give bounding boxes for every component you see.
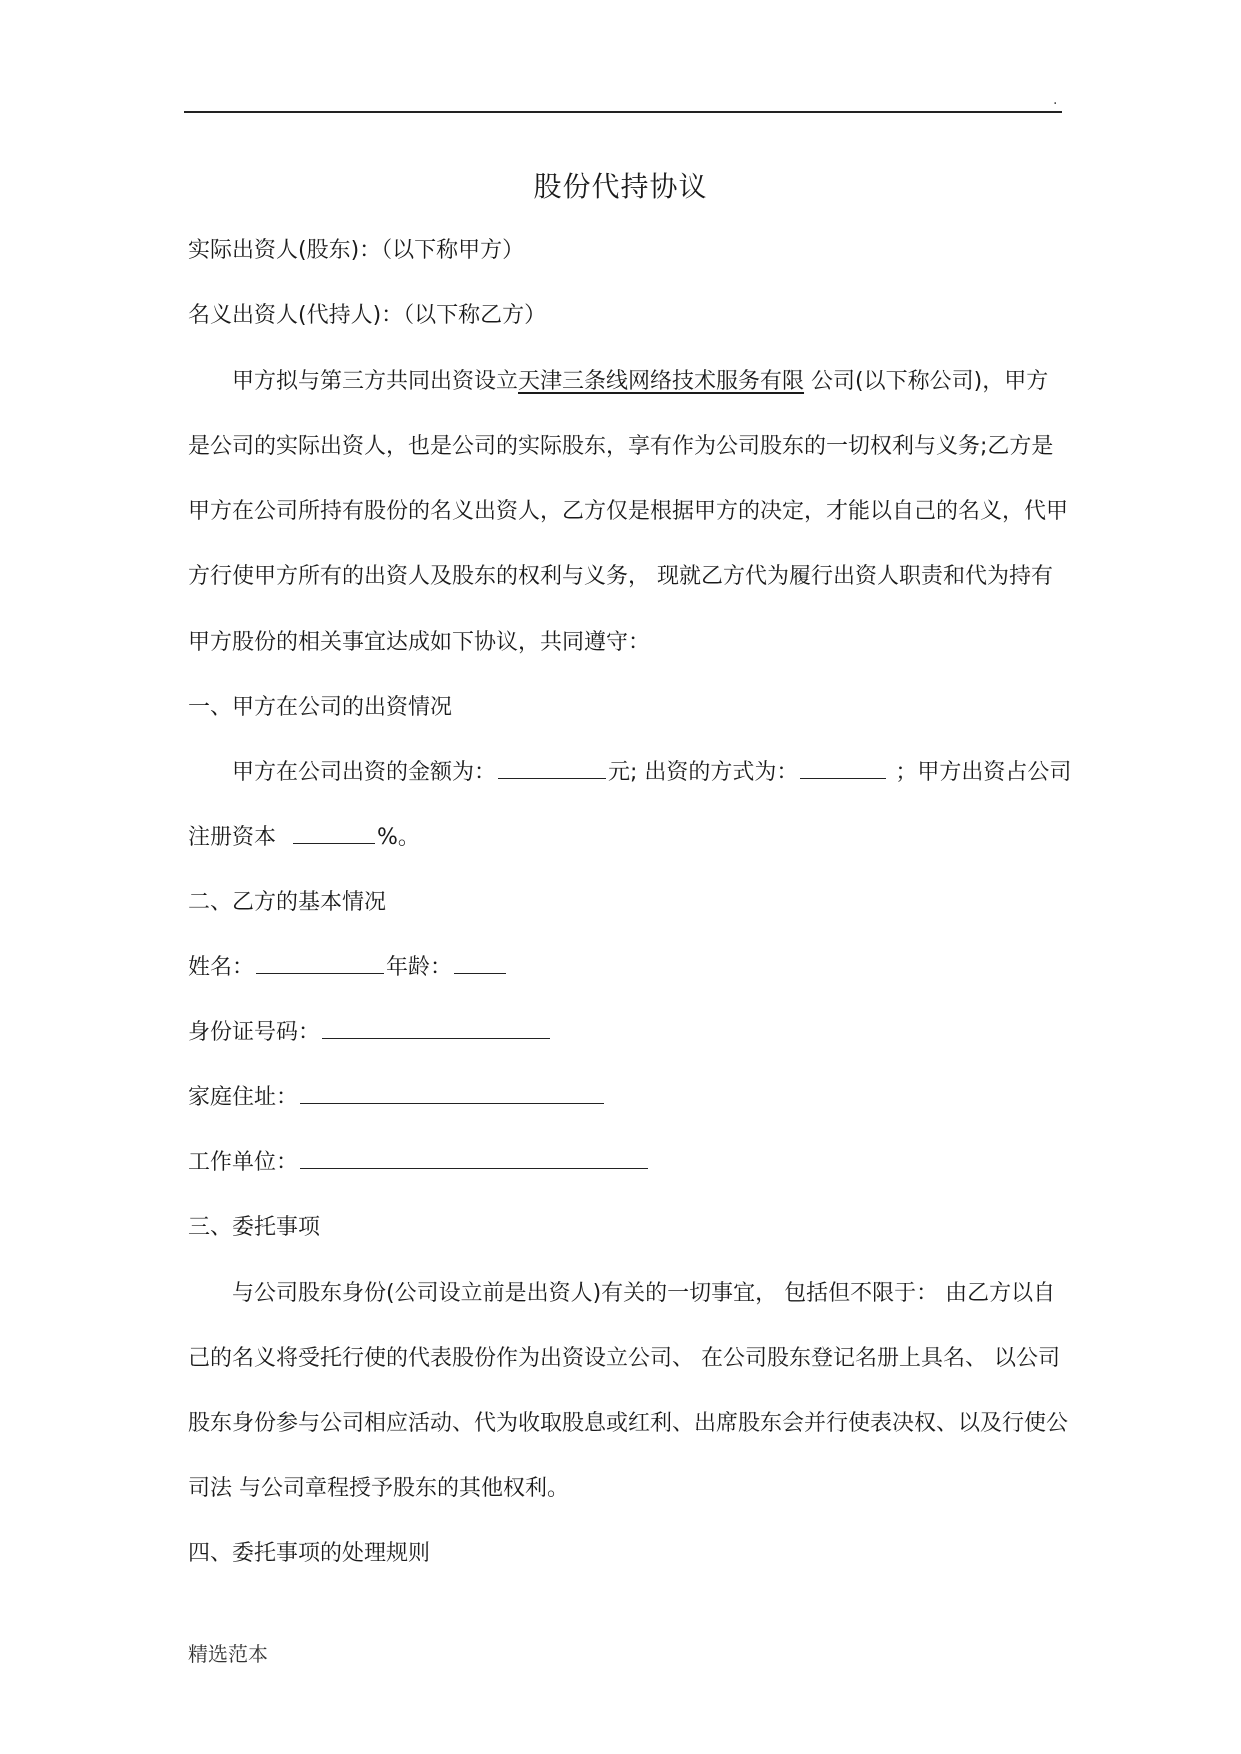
party-nominal-line: 名义出资人(代持人)：（以下称乙方） xyxy=(188,303,547,328)
address-label: 家庭住址： xyxy=(188,1085,299,1110)
company-name: 天津三条线网络技术服务有限 xyxy=(518,369,805,394)
intro-line-5: 甲方股份的相关事宜达成如下协议，共同遵守： xyxy=(188,630,651,655)
name-blank[interactable] xyxy=(256,953,384,974)
method-label: 出资的方式为： xyxy=(637,760,799,785)
address-blank[interactable] xyxy=(300,1083,604,1104)
intro-text: 公司(以下称公司)，甲方 xyxy=(804,369,1049,394)
employer-label: 工作单位： xyxy=(188,1150,299,1175)
age-blank[interactable] xyxy=(454,953,506,974)
method-blank[interactable] xyxy=(800,758,886,779)
amount-unit: 元; xyxy=(608,760,638,785)
id-line xyxy=(188,1018,552,1048)
percent-sign: %。 xyxy=(377,825,420,850)
document-title: 股份代持协议 xyxy=(533,170,708,203)
header-rule xyxy=(184,111,1062,113)
amount-blank[interactable] xyxy=(498,758,606,779)
section-3-line-4: 司法 与公司章程授予股东的其他权利。 xyxy=(188,1476,569,1501)
investment-line xyxy=(232,758,1071,788)
percent-blank[interactable] xyxy=(293,823,375,844)
id-label: 身份证号码： xyxy=(188,1020,321,1045)
intro-line-4: 方行使甲方所有的出资人及股东的权利与义务， 现就乙方代为履行出资人职责和代为持有 xyxy=(188,564,1053,589)
section-3-line-3: 股东身份参与公司相应活动、代为收取股息或红利、出席股东会并行使表决权、以及行使公 xyxy=(188,1411,1069,1436)
intro-text: 甲方拟与第三方共同出资设立 xyxy=(232,369,519,394)
employer-blank[interactable] xyxy=(300,1148,648,1169)
name-age-line xyxy=(188,953,508,983)
intro-line-3: 甲方在公司所持有股份的名义出资人，乙方仅是根据甲方的决定，才能以自己的名义，代甲 xyxy=(188,499,1069,524)
address-line xyxy=(188,1083,606,1113)
intro-line-2: 是公司的实际出资人，也是公司的实际股东，享有作为公司股东的一切权利与义务;乙方是 xyxy=(188,434,1054,459)
section-4-heading: 四、委托事项的处理规则 xyxy=(188,1541,431,1566)
intro-line-1 xyxy=(232,367,1048,397)
section-3-heading: 三、委托事项 xyxy=(188,1215,321,1240)
party-actual-line: 实际出资人(股东)：（以下称甲方） xyxy=(188,238,525,263)
section-3-line-1: 与公司股东身份(公司设立前是出资人)有关的一切事宜， 包括但不限于： 由乙方以自 xyxy=(232,1281,1056,1306)
age-label: 年龄： xyxy=(386,955,453,980)
id-blank[interactable] xyxy=(322,1018,550,1039)
name-label: 姓名： xyxy=(188,955,255,980)
header-mark: . xyxy=(1053,92,1058,108)
share-label: ；甲方出资占公司 xyxy=(888,760,1072,785)
section-3-line-2: 己的名义将受托行使的代表股份作为出资设立公司、 在公司股东登记名册上具名、 以公司 xyxy=(188,1346,1060,1371)
footer-label: 精选范本 xyxy=(188,1642,268,1666)
section-2-heading: 二、乙方的基本情况 xyxy=(188,890,387,915)
capital-label: 注册资本 xyxy=(188,825,283,850)
section-1-heading: 一、甲方在公司的出资情况 xyxy=(188,695,453,720)
amount-label: 甲方在公司出资的金额为： xyxy=(232,760,497,785)
employer-line xyxy=(188,1148,650,1178)
capital-line xyxy=(188,823,420,853)
